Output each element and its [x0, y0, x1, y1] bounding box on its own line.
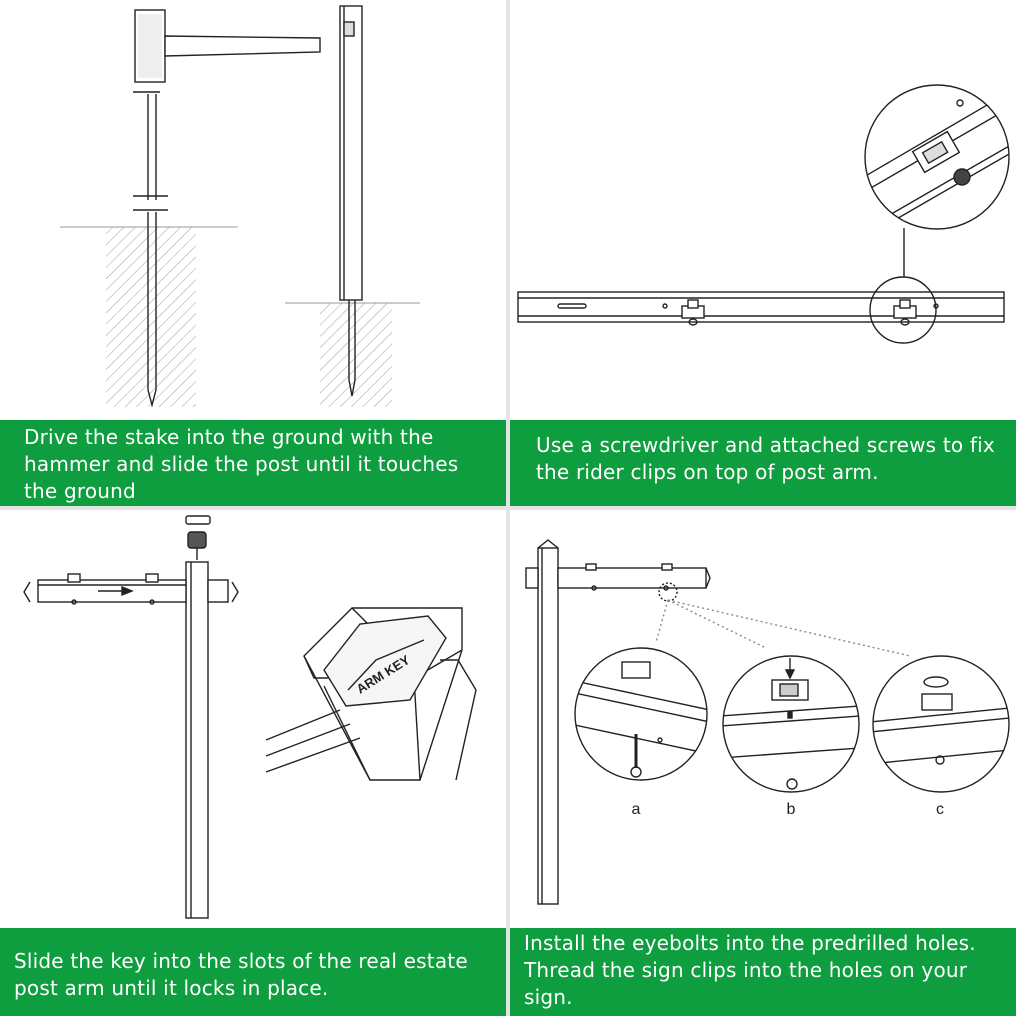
- post-arm: [518, 292, 1004, 322]
- horizontal-arm: [558, 568, 706, 588]
- vertical-post: [538, 548, 558, 904]
- step-3-panel: [0, 510, 506, 1016]
- step-3-caption: Slide the key into the slots of the real estate post arm until it locks in place.: [0, 928, 506, 1016]
- step-2-illustration: [510, 0, 1016, 420]
- arm-key-label: ARM KEY: [353, 652, 413, 697]
- post-cap: [186, 516, 210, 524]
- detail-circle-c: [873, 656, 1009, 792]
- step-1-illustration: [0, 0, 506, 420]
- step-2-panel: [510, 0, 1016, 506]
- step-1-caption: Drive the stake into the ground with the hammer and slide the post until it touches the ground: [0, 420, 506, 506]
- step-2-caption: Use a screwdriver and attached screws to fix the rider clips on top of post arm.: [510, 420, 1016, 506]
- soil-hatch: [106, 227, 196, 407]
- step-3-illustration: [0, 510, 506, 928]
- step-4-panel: [510, 510, 1016, 1016]
- vertical-post: [186, 562, 208, 918]
- arm-key: [188, 532, 206, 548]
- hammer-icon: [135, 10, 320, 82]
- detail-label-c: c: [936, 801, 944, 818]
- soil-hatch-2: [320, 303, 392, 407]
- step-1-panel: [0, 0, 506, 506]
- step-4-illustration: [510, 510, 1016, 928]
- detail-label-a: a: [631, 801, 641, 818]
- detail-label-b: b: [786, 801, 796, 818]
- step-4-caption: Install the eyebolts into the predrilled holes. Thread the sign clips into the holes on your sign.: [510, 928, 1016, 1016]
